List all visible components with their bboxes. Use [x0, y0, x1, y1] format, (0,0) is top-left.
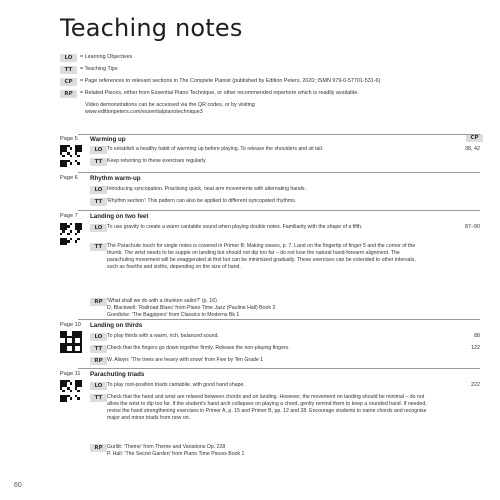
- item-text: To play root-position triads cantabile, with good hand shape.: [107, 382, 245, 388]
- section-page-ref: Page 11: [60, 371, 81, 377]
- item-tt: [90, 198, 480, 205]
- item-text: W. Alwyn: 'The trees are heavy with snow' from Five by Ten Grade 1: [107, 357, 264, 363]
- section-title: Warming up: [90, 136, 126, 143]
- section-page-ref: Page 6: [60, 175, 78, 181]
- item-tt: [90, 243, 480, 271]
- rp-badge: RP: [90, 298, 107, 306]
- item-cp-ref: 222: [471, 382, 480, 388]
- item-text: Keep returning to these exercises regularly.: [107, 158, 207, 164]
- section-title: Rhythm warm-up: [90, 175, 141, 182]
- item-text: The Parachute touch for single notes is covered in Primer B: Making waves, p. 7. Land on the fingertip of finger 5 and the corner of the thumb. The wrist needs to be supple on landing but should not dip too far – do not lose the natural hand-forearm alignment. The parachuting movement will be exaggerated at first but can be minimized gradually. These exercises can be extended to other intervals, such as fourths and sixths, depending on the size of hand.: [107, 243, 416, 270]
- item-lo: [90, 146, 480, 153]
- divider: [78, 368, 480, 369]
- lo-badge: LO: [90, 382, 107, 390]
- tt-badge: TT: [90, 394, 107, 402]
- rp-badge: RP: [60, 90, 77, 98]
- item-cp-ref: 122: [471, 345, 480, 351]
- related-piece: D. Blackwell: 'Railroad Blues' from Piano Time Jazz (Pauline Hall) Book 2: [107, 304, 276, 311]
- qr-code-icon[interactable]: [60, 331, 82, 353]
- cp-badge: CP: [466, 134, 483, 142]
- legend-row: [60, 54, 480, 62]
- page-title: Teaching notes: [60, 14, 243, 42]
- page-number: 60: [14, 482, 22, 489]
- item-text: Check that the fingers go down together firmly. Release the non-playing fingers.: [107, 345, 290, 351]
- legend-text: = Related Pieces, either from Essential Piano Technique, or other recommended repertoire which is readily available.: [80, 90, 359, 96]
- cp-column-label: [466, 126, 483, 144]
- related-piece: 'What shall we do with a drunken sailor?' (p. 16): [107, 298, 217, 304]
- related-piece: P. Hall: 'The Secret Garden' from Piano Time Pieces Book 1: [107, 450, 245, 457]
- divider: [78, 319, 480, 320]
- lo-badge: LO: [90, 224, 107, 232]
- section-page-ref: Page 5: [60, 136, 78, 142]
- item-lo: [90, 333, 480, 340]
- divider: [78, 172, 480, 173]
- lo-badge: LO: [90, 333, 107, 341]
- item-text: 'Rhythm section': This pattern can also be applied to different syncopated rhythms.: [107, 198, 297, 204]
- legend-row: [60, 78, 480, 86]
- legend: [60, 54, 480, 116]
- item-lo: [90, 224, 480, 231]
- item-lo: [90, 382, 480, 389]
- section-page-ref: Page 10: [60, 322, 81, 328]
- divider: [78, 134, 480, 135]
- lo-badge: LO: [90, 146, 107, 154]
- qr-code-icon[interactable]: [60, 380, 82, 402]
- tt-badge: TT: [90, 158, 107, 166]
- item-rp: [90, 357, 480, 364]
- item-text: To establish a healthy habit of warming up before playing. To release the shoulders and sit tall.: [107, 146, 324, 152]
- item-text: [107, 444, 427, 458]
- item-text: To play thirds with a warm, rich, balanced sound.: [107, 333, 219, 339]
- section-title: Parachuting triads: [90, 371, 145, 378]
- tt-badge: TT: [60, 66, 77, 74]
- legend-text: = Teaching Tips: [80, 66, 118, 72]
- legend-row: [60, 66, 480, 74]
- qr-code-icon[interactable]: [60, 145, 82, 167]
- section-title: Landing on thirds: [90, 322, 143, 329]
- item-lo: [90, 186, 480, 193]
- item-text: To use gravity to create a warm cantabile sound when playing double notes. Familiarity with the shape of a fifth.: [107, 224, 363, 230]
- legend-text: = Learning Objectives: [80, 54, 133, 60]
- rp-badge: RP: [90, 357, 107, 365]
- item-rp: [90, 444, 480, 458]
- item-text: Check that the hand and wrist are relaxed between chords and on landing. However, the movement on landing should be minimal – do not allow the wrist to dip too far. If the student's hand arch collapses on playing a chord, gently remind them to keep a rounded hand. If needed, revise the hand strengthening exercises in Primer A, p. 15 and Primer B, pp. 12 and 28. Encourage students to name chords and recognise major and minor triads from now on.: [107, 394, 427, 421]
- cp-badge: CP: [60, 78, 77, 86]
- item-text: [107, 298, 427, 319]
- legend-text: = Page references to relevant sections in The Complete Pianist (published by Edition Peters, 2020; ISMN 979-0-57701-531-6): [80, 78, 381, 84]
- related-piece: Goedicke: 'The Bagpipers' from Classics to Moderns Bk 1: [107, 311, 240, 318]
- item-cp-ref: 88: [474, 333, 480, 339]
- item-tt: [90, 345, 480, 352]
- rp-badge: RP: [90, 444, 107, 452]
- item-cp-ref: 87–90: [465, 224, 480, 230]
- lo-badge: LO: [60, 54, 77, 62]
- lo-badge: LO: [90, 186, 107, 194]
- section-page-ref: Page 7: [60, 213, 78, 219]
- tt-badge: TT: [90, 345, 107, 353]
- item-text: Introducing syncopation. Practising quick, neat arm movements with alternating hands.: [107, 186, 306, 192]
- item-tt: [90, 158, 480, 165]
- legend-row: [60, 90, 480, 98]
- item-cp-ref: 38, 42: [465, 146, 480, 152]
- legend-note: Video demonstrations can be accessed via the QR codes, or by visiting www.editionpeters.com/essentialpianotechnique3: [85, 102, 255, 116]
- item-rp: [90, 298, 480, 319]
- divider: [78, 210, 480, 211]
- section-title: Landing on two feet: [90, 213, 149, 220]
- related-piece: Gurlitt: 'Theme' from Theme and Variations Op. 228: [107, 444, 226, 450]
- item-tt: [90, 394, 480, 422]
- qr-code-icon[interactable]: [60, 223, 82, 245]
- tt-badge: TT: [90, 198, 107, 206]
- tt-badge: TT: [90, 243, 107, 251]
